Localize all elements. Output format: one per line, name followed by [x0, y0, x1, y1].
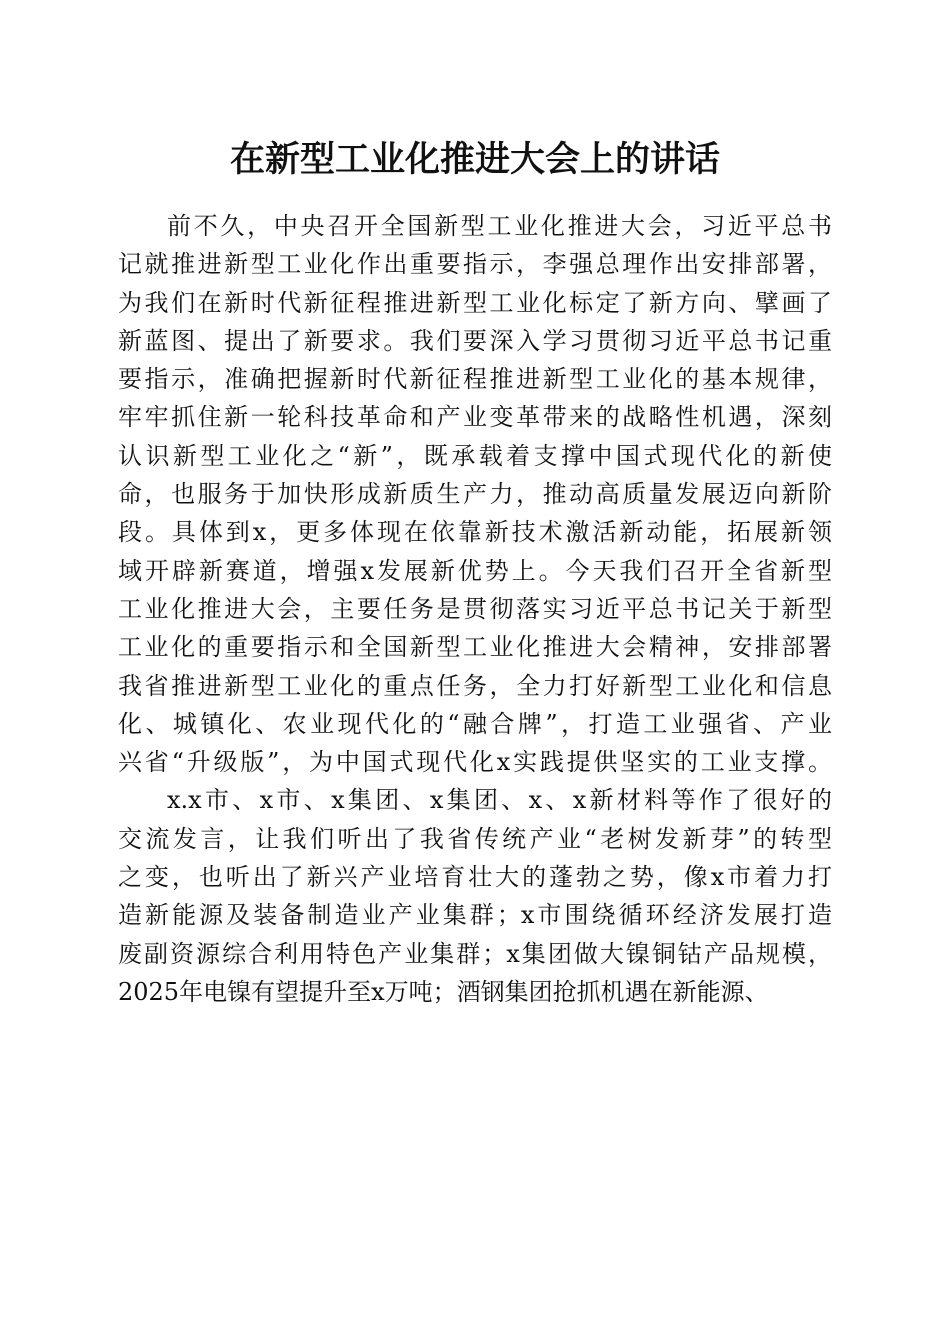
text-line: 段。具体到x，更多体现在依靠新技术激活新动能，拓展新领 — [118, 518, 832, 547]
text-line: 2025年电镍有望提升至x万吨；酒钢集团抢抓机遇在新能源、 — [118, 977, 769, 1006]
text-line: 交流发言，让我们听出了我省传统产业“老树发新芽”的转型 — [118, 824, 832, 853]
text-line: 为我们在新时代新征程推进新型工业化标定了新方向、擘画了 — [118, 288, 832, 317]
text-line: 新蓝图、提出了新要求。我们要深入学习贯彻习近平总书记重 — [118, 326, 832, 355]
text-line: 废副资源综合利用特色产业集群；x集团做大镍铜钴产品规模， — [118, 939, 832, 968]
text-line: 前不久，中央召开全国新型工业化推进大会，习近平总书 — [167, 212, 832, 240]
text-line: 认识新型工业化之“新”，既承载着支撑中国式现代化的新使 — [118, 441, 832, 470]
text-line: 我省推进新型工业化的重点任务，全力打好新型工业化和信息 — [118, 671, 832, 700]
text-line: 工业化的重要指示和全国新型工业化推进大会精神，安排部署 — [118, 633, 832, 662]
text-line: 牢牢抓住新一轮科技革命和产业变革带来的战略性机遇，深刻 — [118, 403, 832, 432]
text-line: 要指示，准确把握新时代新征程推进新型工业化的基本规律， — [118, 365, 832, 394]
document-title: 在新型工业化推进大会上的讲话 — [229, 139, 720, 180]
text-line: 命，也服务于加快形成新质生产力，推动高质量发展迈向新阶 — [118, 480, 832, 509]
paragraph-2 — [118, 781, 832, 1011]
text-line: 记就推进新型工业化作出重要指示，李强总理作出安排部署， — [118, 250, 832, 279]
text-line: 之变，也听出了新兴产业培育壮大的蓬勃之势，像x市着力打 — [118, 863, 832, 892]
text-line: 造新能源及装备制造业产业集群；x市围绕循环经济发展打造 — [118, 901, 832, 930]
document-body — [118, 207, 832, 1011]
text-line: 工业化推进大会，主要任务是贯彻落实习近平总书记关于新型 — [118, 594, 832, 623]
paragraph-1 — [118, 207, 832, 781]
text-line: 兴省“升级版”，为中国式现代化x实践提供坚实的工业支撑。 — [118, 748, 832, 777]
text-line: x.x市、x市、x集团、x集团、x、x新材料等作了很好的 — [167, 786, 832, 815]
text-line: 域开辟新赛道，增强x发展新优势上。今天我们召开全省新型 — [118, 556, 832, 585]
text-line: 化、城镇化、农业现代化的“融合牌”，打造工业强省、产业 — [118, 709, 832, 738]
